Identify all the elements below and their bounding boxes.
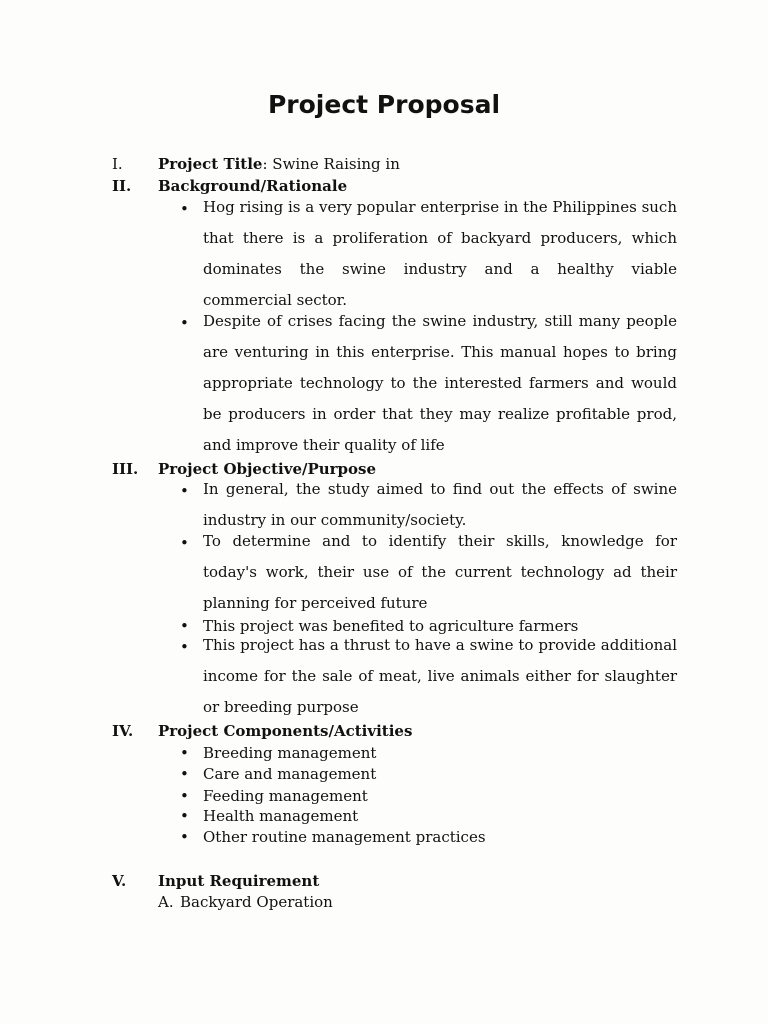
list-item: Feeding management <box>203 787 368 805</box>
bullet-icon: • <box>180 765 189 783</box>
list-item: In general, the study aimed to find out the effects of swine industry in our community/society. <box>203 480 677 529</box>
list-item: Other routine management practices <box>203 828 486 846</box>
list-item: Hog rising is a very popular enterprise in the Philippines such that there is a proliferation of backyard producers, which dominates the swine industry and a healthy viable commercial sector. <box>203 198 677 309</box>
bullet-icon: • <box>180 787 189 805</box>
section-heading-components: Project Components/Activities <box>158 722 413 740</box>
section-heading-background: Background/Rationale <box>158 177 348 195</box>
bullet-icon: • <box>180 828 189 846</box>
list-item: To determine and to identify their skills, knowledge for today's work, their use of the current technology ad their planning for perceived future <box>203 532 677 612</box>
bullet-icon: • <box>180 638 189 656</box>
section-heading-input: Input Requirement <box>158 872 320 890</box>
list-item: Breeding management <box>203 744 377 762</box>
section-number: I. <box>112 155 123 173</box>
list-item: This project was benefited to agriculture farmers <box>203 617 579 635</box>
bullet-icon: • <box>180 744 189 762</box>
bullet-icon: • <box>180 617 189 635</box>
bullet-icon: • <box>180 482 189 500</box>
list-item: Despite of crises facing the swine industry, still many people are venturing in this enterprise. This manual hopes to bring appropriate technology to the interested farmers and would be producers in order that they may realize profitable prod, and improve their quality of life <box>203 312 677 454</box>
section-number: V. <box>112 872 127 890</box>
bullet-icon: • <box>180 534 189 552</box>
list-item: Care and management <box>203 765 377 783</box>
list-item: Health management <box>203 807 359 825</box>
section-number: II. <box>112 177 132 195</box>
sub-item-letter: A. <box>158 893 174 911</box>
bullet-icon: • <box>180 314 189 332</box>
section-number: IV. <box>112 722 134 740</box>
list-item: This project has a thrust to have a swine to provide additional income for the sale of meat, live animals either for slaughter or breeding purpose <box>203 636 677 716</box>
sub-item-text: Backyard Operation <box>180 893 333 911</box>
page-title: Project Proposal <box>267 90 501 119</box>
section-heading-objective: Project Objective/Purpose <box>158 460 377 478</box>
heading-label: Project Title <box>158 155 263 173</box>
section-number: III. <box>112 460 139 478</box>
project-title-value: : Swine Raising in <box>262 155 400 173</box>
bullet-icon: • <box>180 200 189 218</box>
bullet-icon: • <box>180 807 189 825</box>
section-heading-project-title <box>158 155 400 173</box>
